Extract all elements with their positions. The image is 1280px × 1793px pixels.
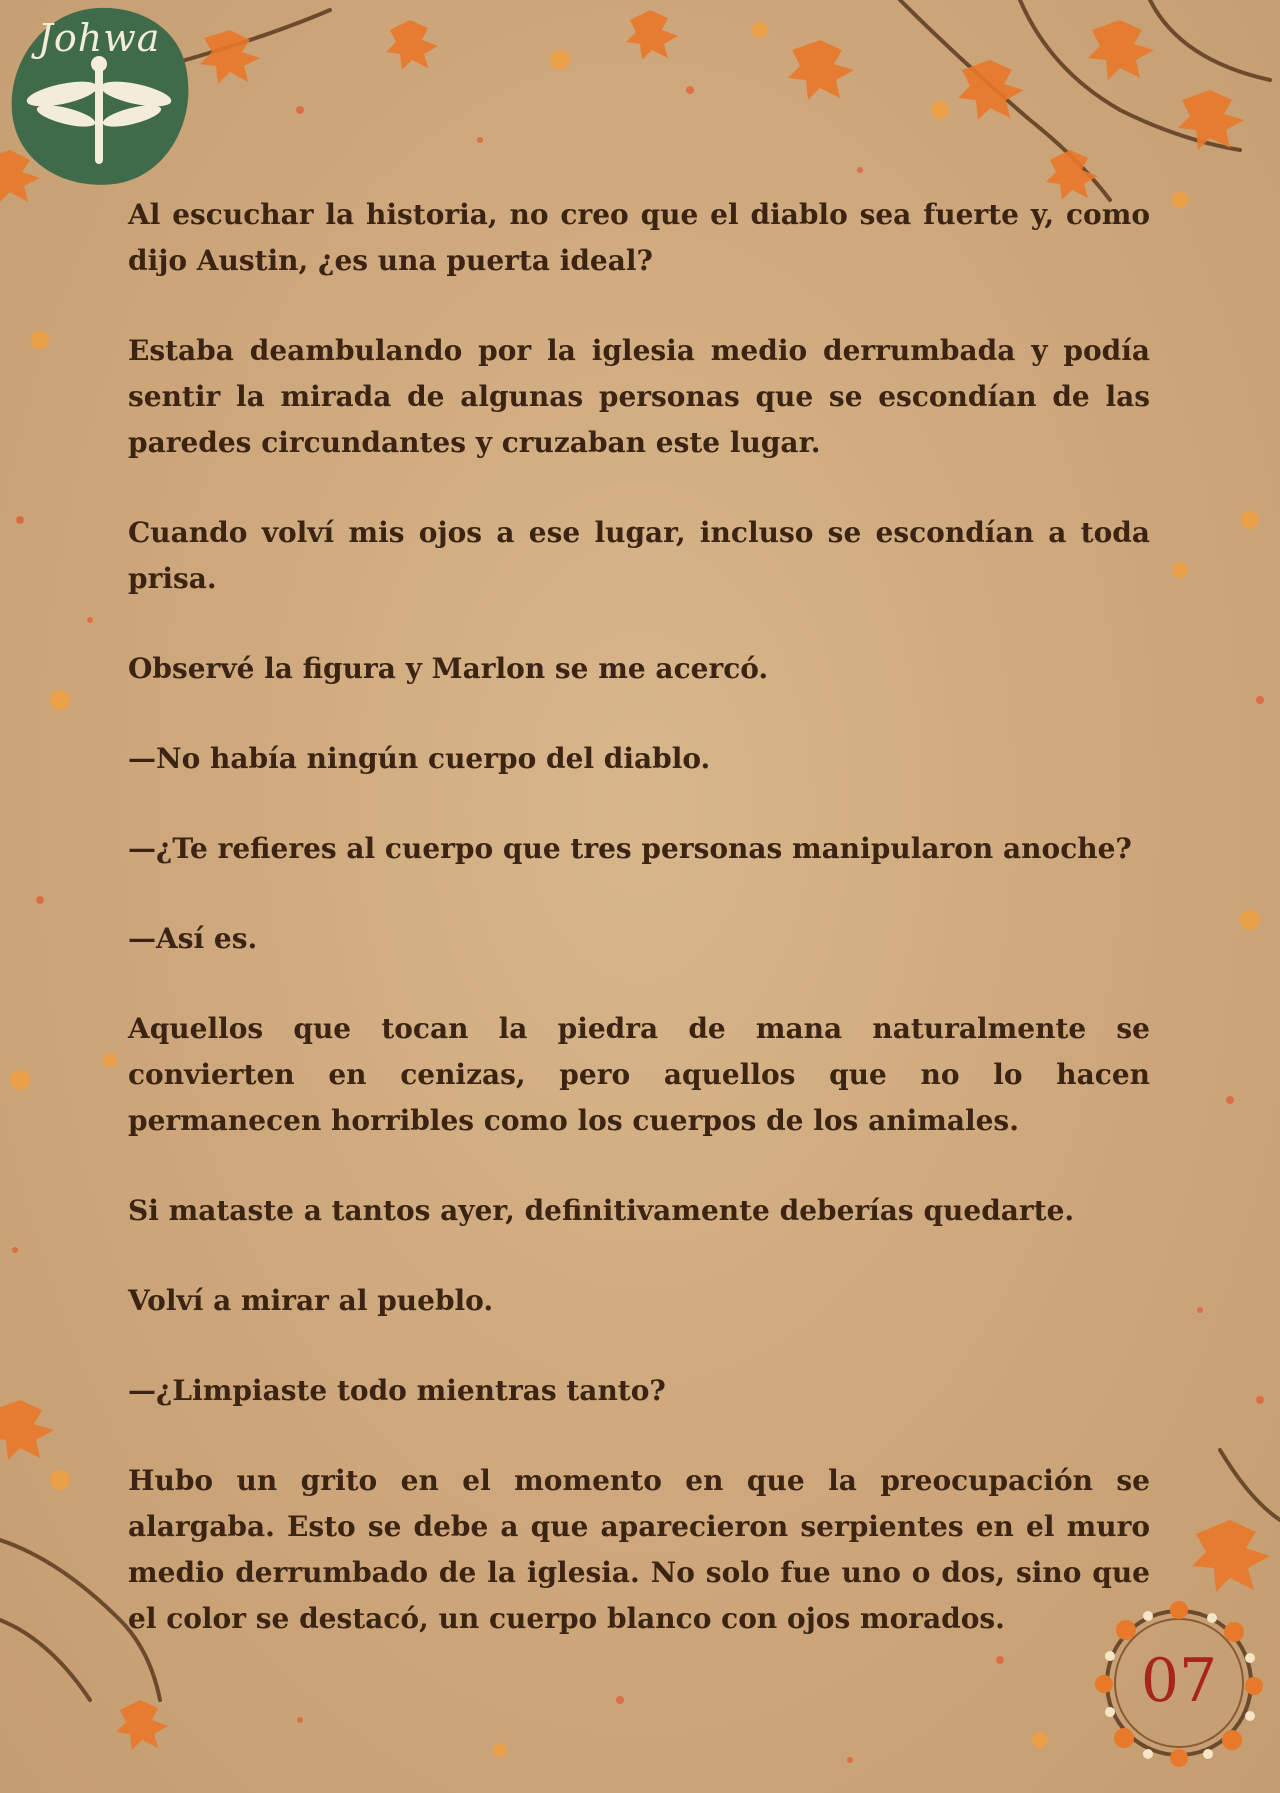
paragraph-2: Estaba deambulando por la iglesia medio derrumbada y podía sentir la mirada de algunas personas que se escondían de las paredes circundantes y cruzaban este lugar. — [128, 334, 1150, 459]
paragraph-9: Si mataste a tantos ayer, definitivamente deberías quedarte. — [128, 1194, 1075, 1227]
paragraph-8: Aquellos que tocan la piedra de mana naturalmente se convierten en cenizas, pero aquellos que no lo hacen permanecen horribles como los cuerpos de los animales. — [128, 1012, 1150, 1137]
logo-name: Johwa — [37, 16, 161, 60]
paragraph-1: Al escuchar la historia, no creo que el diablo sea fuerte y, como dijo Austin, ¿es una puerta ideal? — [128, 198, 1150, 277]
paragraph-5: —No había ningún cuerpo del diablo. — [128, 742, 711, 775]
paragraph-3: Cuando volví mis ojos a ese lugar, incluso se escondían a toda prisa. — [128, 516, 1150, 595]
page-number-badge — [1086, 1590, 1272, 1776]
paragraph-4: Observé la figura y Marlon se me acercó. — [128, 652, 769, 685]
brand-logo — [4, 2, 194, 192]
paragraph-6: —¿Te refieres al cuerpo que tres personas manipularon anoche? — [128, 832, 1132, 865]
page-number: 07 — [1140, 1646, 1218, 1716]
paragraph-12: Hubo un grito en el momento en que la preocupación se alargaba. Esto se debe a que aparecieron serpientes en el muro medio derrumbado de la iglesia. No solo fue uno o dos, sino que el color se destacó, un cuerpo blanco con ojos morados. — [128, 1464, 1150, 1635]
paragraph-7: —Así es. — [128, 922, 258, 955]
paragraph-10: Volví a mirar al pueblo. — [128, 1284, 494, 1317]
paragraph-11: —¿Limpiaste todo mientras tanto? — [128, 1374, 666, 1407]
story-text — [128, 192, 1150, 1686]
